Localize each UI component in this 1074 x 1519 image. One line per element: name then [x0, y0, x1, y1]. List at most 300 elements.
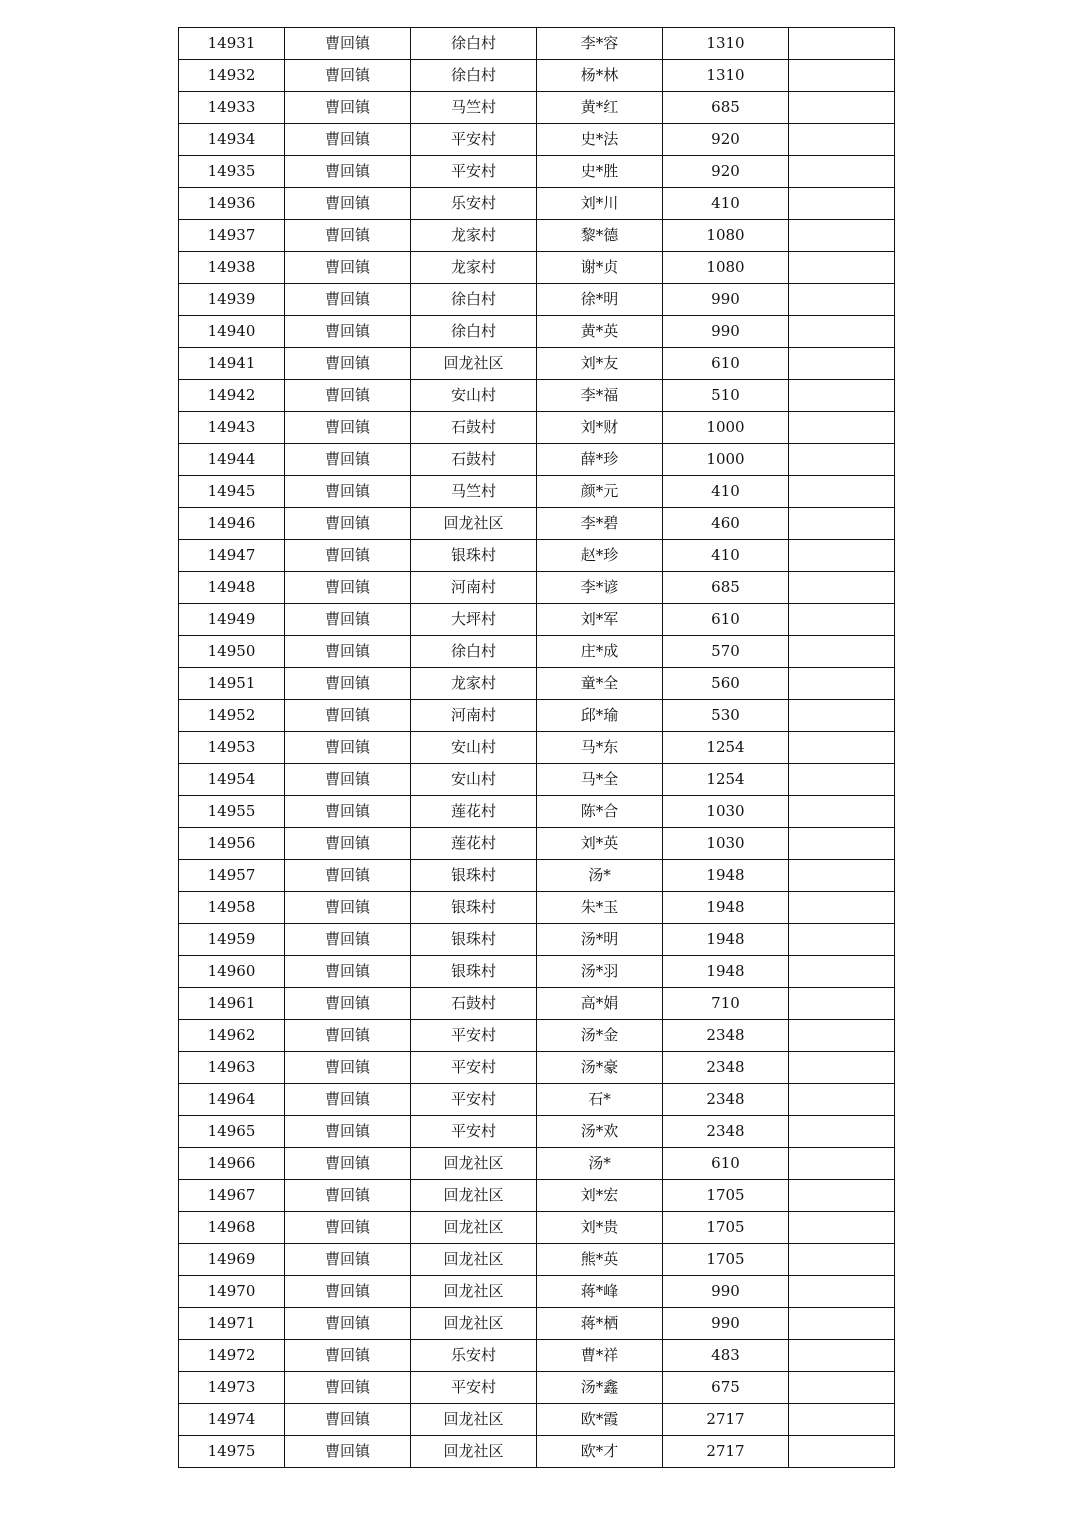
- name-cell: 欧*霞: [537, 1404, 663, 1436]
- amount-cell: 990: [663, 1308, 789, 1340]
- amount-cell: 610: [663, 604, 789, 636]
- table-row: [179, 444, 895, 476]
- town-cell: 曹回镇: [285, 860, 411, 892]
- amount-cell: 990: [663, 284, 789, 316]
- row-number-cell: 14939: [179, 284, 285, 316]
- row-number-cell: 14958: [179, 892, 285, 924]
- row-number-cell: 14933: [179, 92, 285, 124]
- town-cell: 曹回镇: [285, 252, 411, 284]
- row-number-cell: 14971: [179, 1308, 285, 1340]
- name-cell: 黄*红: [537, 92, 663, 124]
- village-cell: 平安村: [411, 1116, 537, 1148]
- row-number-cell: 14967: [179, 1180, 285, 1212]
- note-cell: [789, 1052, 895, 1084]
- amount-cell: 483: [663, 1340, 789, 1372]
- table-row: [179, 1180, 895, 1212]
- row-number-cell: 14969: [179, 1244, 285, 1276]
- amount-cell: 920: [663, 124, 789, 156]
- village-cell: 回龙社区: [411, 1244, 537, 1276]
- table-row: [179, 1020, 895, 1052]
- name-cell: 曹*祥: [537, 1340, 663, 1372]
- row-number-cell: 14964: [179, 1084, 285, 1116]
- amount-cell: 410: [663, 188, 789, 220]
- name-cell: 熊*英: [537, 1244, 663, 1276]
- village-cell: 回龙社区: [411, 1436, 537, 1468]
- village-cell: 平安村: [411, 1020, 537, 1052]
- name-cell: 汤*金: [537, 1020, 663, 1052]
- village-cell: 龙家村: [411, 668, 537, 700]
- town-cell: 曹回镇: [285, 28, 411, 60]
- town-cell: 曹回镇: [285, 1084, 411, 1116]
- name-cell: 刘*军: [537, 604, 663, 636]
- village-cell: 回龙社区: [411, 1276, 537, 1308]
- amount-cell: 2348: [663, 1052, 789, 1084]
- table-row: [179, 476, 895, 508]
- name-cell: 李*碧: [537, 508, 663, 540]
- row-number-cell: 14974: [179, 1404, 285, 1436]
- village-cell: 银珠村: [411, 860, 537, 892]
- amount-cell: 1948: [663, 892, 789, 924]
- row-number-cell: 14959: [179, 924, 285, 956]
- town-cell: 曹回镇: [285, 668, 411, 700]
- note-cell: [789, 732, 895, 764]
- village-cell: 平安村: [411, 156, 537, 188]
- table-row: [179, 156, 895, 188]
- village-cell: 河南村: [411, 572, 537, 604]
- town-cell: 曹回镇: [285, 508, 411, 540]
- village-cell: 银珠村: [411, 540, 537, 572]
- row-number-cell: 14949: [179, 604, 285, 636]
- row-number-cell: 14965: [179, 1116, 285, 1148]
- amount-cell: 1000: [663, 412, 789, 444]
- table-row: [179, 988, 895, 1020]
- name-cell: 马*东: [537, 732, 663, 764]
- amount-cell: 2348: [663, 1084, 789, 1116]
- village-cell: 徐白村: [411, 28, 537, 60]
- town-cell: 曹回镇: [285, 1148, 411, 1180]
- town-cell: 曹回镇: [285, 732, 411, 764]
- note-cell: [789, 956, 895, 988]
- town-cell: 曹回镇: [285, 796, 411, 828]
- table-row: [179, 1052, 895, 1084]
- table-row: [179, 668, 895, 700]
- row-number-cell: 14975: [179, 1436, 285, 1468]
- name-cell: 汤*羽: [537, 956, 663, 988]
- village-cell: 龙家村: [411, 252, 537, 284]
- village-cell: 马竺村: [411, 476, 537, 508]
- town-cell: 曹回镇: [285, 284, 411, 316]
- amount-cell: 510: [663, 380, 789, 412]
- table-row: [179, 1084, 895, 1116]
- amount-cell: 410: [663, 540, 789, 572]
- village-cell: 平安村: [411, 1372, 537, 1404]
- note-cell: [789, 604, 895, 636]
- table-row: [179, 924, 895, 956]
- table-row: [179, 380, 895, 412]
- row-number-cell: 14972: [179, 1340, 285, 1372]
- row-number-cell: 14944: [179, 444, 285, 476]
- row-number-cell: 14968: [179, 1212, 285, 1244]
- amount-cell: 1030: [663, 796, 789, 828]
- amount-cell: 1080: [663, 220, 789, 252]
- table-row: [179, 1212, 895, 1244]
- name-cell: 汤*: [537, 1148, 663, 1180]
- note-cell: [789, 764, 895, 796]
- row-number-cell: 14955: [179, 796, 285, 828]
- village-cell: 平安村: [411, 1052, 537, 1084]
- village-cell: 回龙社区: [411, 1308, 537, 1340]
- row-number-cell: 14943: [179, 412, 285, 444]
- note-cell: [789, 668, 895, 700]
- row-number-cell: 14954: [179, 764, 285, 796]
- village-cell: 安山村: [411, 380, 537, 412]
- table-row: [179, 572, 895, 604]
- name-cell: 刘*财: [537, 412, 663, 444]
- name-cell: 汤*豪: [537, 1052, 663, 1084]
- table-row: [179, 764, 895, 796]
- village-cell: 回龙社区: [411, 348, 537, 380]
- town-cell: 曹回镇: [285, 444, 411, 476]
- row-number-cell: 14935: [179, 156, 285, 188]
- town-cell: 曹回镇: [285, 1404, 411, 1436]
- village-cell: 安山村: [411, 732, 537, 764]
- amount-cell: 1080: [663, 252, 789, 284]
- row-number-cell: 14941: [179, 348, 285, 380]
- town-cell: 曹回镇: [285, 316, 411, 348]
- name-cell: 刘*宏: [537, 1180, 663, 1212]
- town-cell: 曹回镇: [285, 1020, 411, 1052]
- name-cell: 汤*欢: [537, 1116, 663, 1148]
- note-cell: [789, 1116, 895, 1148]
- row-number-cell: 14942: [179, 380, 285, 412]
- village-cell: 回龙社区: [411, 1212, 537, 1244]
- table-row: [179, 636, 895, 668]
- row-number-cell: 14966: [179, 1148, 285, 1180]
- name-cell: 李*谚: [537, 572, 663, 604]
- table-row: [179, 604, 895, 636]
- note-cell: [789, 860, 895, 892]
- name-cell: 黄*英: [537, 316, 663, 348]
- table-row: [179, 508, 895, 540]
- name-cell: 石*: [537, 1084, 663, 1116]
- amount-cell: 610: [663, 1148, 789, 1180]
- note-cell: [789, 1276, 895, 1308]
- row-number-cell: 14960: [179, 956, 285, 988]
- note-cell: [789, 1372, 895, 1404]
- town-cell: 曹回镇: [285, 412, 411, 444]
- name-cell: 李*福: [537, 380, 663, 412]
- town-cell: 曹回镇: [285, 892, 411, 924]
- note-cell: [789, 508, 895, 540]
- name-cell: 汤*鑫: [537, 1372, 663, 1404]
- town-cell: 曹回镇: [285, 60, 411, 92]
- amount-cell: 460: [663, 508, 789, 540]
- name-cell: 汤*明: [537, 924, 663, 956]
- name-cell: 史*胜: [537, 156, 663, 188]
- row-number-cell: 14931: [179, 28, 285, 60]
- table-row: [179, 540, 895, 572]
- amount-cell: 1948: [663, 924, 789, 956]
- note-cell: [789, 348, 895, 380]
- town-cell: 曹回镇: [285, 988, 411, 1020]
- amount-cell: 1254: [663, 732, 789, 764]
- note-cell: [789, 540, 895, 572]
- note-cell: [789, 636, 895, 668]
- town-cell: 曹回镇: [285, 92, 411, 124]
- amount-cell: 610: [663, 348, 789, 380]
- amount-cell: 1948: [663, 956, 789, 988]
- note-cell: [789, 924, 895, 956]
- name-cell: 杨*林: [537, 60, 663, 92]
- amount-cell: 990: [663, 316, 789, 348]
- town-cell: 曹回镇: [285, 604, 411, 636]
- note-cell: [789, 188, 895, 220]
- name-cell: 赵*珍: [537, 540, 663, 572]
- name-cell: 朱*玉: [537, 892, 663, 924]
- amount-cell: 2348: [663, 1020, 789, 1052]
- name-cell: 黎*德: [537, 220, 663, 252]
- note-cell: [789, 124, 895, 156]
- village-cell: 石鼓村: [411, 444, 537, 476]
- village-cell: 徐白村: [411, 284, 537, 316]
- town-cell: 曹回镇: [285, 1436, 411, 1468]
- amount-cell: 990: [663, 1276, 789, 1308]
- village-cell: 龙家村: [411, 220, 537, 252]
- row-number-cell: 14934: [179, 124, 285, 156]
- name-cell: 陈*合: [537, 796, 663, 828]
- village-cell: 回龙社区: [411, 1148, 537, 1180]
- table-row: [179, 188, 895, 220]
- amount-cell: 685: [663, 572, 789, 604]
- town-cell: 曹回镇: [285, 348, 411, 380]
- note-cell: [789, 252, 895, 284]
- row-number-cell: 14948: [179, 572, 285, 604]
- row-number-cell: 14938: [179, 252, 285, 284]
- village-cell: 乐安村: [411, 1340, 537, 1372]
- note-cell: [789, 444, 895, 476]
- name-cell: 谢*贞: [537, 252, 663, 284]
- town-cell: 曹回镇: [285, 636, 411, 668]
- town-cell: 曹回镇: [285, 1244, 411, 1276]
- row-number-cell: 14973: [179, 1372, 285, 1404]
- table-row: [179, 220, 895, 252]
- note-cell: [789, 412, 895, 444]
- row-number-cell: 14945: [179, 476, 285, 508]
- row-number-cell: 14932: [179, 60, 285, 92]
- table-row: [179, 732, 895, 764]
- name-cell: 颜*元: [537, 476, 663, 508]
- note-cell: [789, 1148, 895, 1180]
- row-number-cell: 14963: [179, 1052, 285, 1084]
- village-cell: 石鼓村: [411, 412, 537, 444]
- village-cell: 马竺村: [411, 92, 537, 124]
- amount-cell: 2348: [663, 1116, 789, 1148]
- row-number-cell: 14937: [179, 220, 285, 252]
- note-cell: [789, 60, 895, 92]
- village-cell: 回龙社区: [411, 1180, 537, 1212]
- table-row: [179, 92, 895, 124]
- town-cell: 曹回镇: [285, 380, 411, 412]
- town-cell: 曹回镇: [285, 572, 411, 604]
- village-cell: 莲花村: [411, 796, 537, 828]
- table-row: [179, 316, 895, 348]
- town-cell: 曹回镇: [285, 828, 411, 860]
- amount-cell: 2717: [663, 1436, 789, 1468]
- row-number-cell: 14970: [179, 1276, 285, 1308]
- town-cell: 曹回镇: [285, 156, 411, 188]
- row-number-cell: 14947: [179, 540, 285, 572]
- note-cell: [789, 284, 895, 316]
- row-number-cell: 14952: [179, 700, 285, 732]
- amount-cell: 1000: [663, 444, 789, 476]
- table-row: [179, 892, 895, 924]
- table-body: [179, 28, 895, 1468]
- note-cell: [789, 156, 895, 188]
- village-cell: 回龙社区: [411, 508, 537, 540]
- name-cell: 刘*贵: [537, 1212, 663, 1244]
- village-cell: 徐白村: [411, 316, 537, 348]
- note-cell: [789, 1340, 895, 1372]
- amount-cell: 560: [663, 668, 789, 700]
- row-number-cell: 14956: [179, 828, 285, 860]
- note-cell: [789, 1020, 895, 1052]
- note-cell: [789, 316, 895, 348]
- table-row: [179, 796, 895, 828]
- note-cell: [789, 572, 895, 604]
- note-cell: [789, 796, 895, 828]
- village-cell: 回龙社区: [411, 1404, 537, 1436]
- village-cell: 乐安村: [411, 188, 537, 220]
- amount-cell: 570: [663, 636, 789, 668]
- name-cell: 邱*瑜: [537, 700, 663, 732]
- row-number-cell: 14957: [179, 860, 285, 892]
- note-cell: [789, 1404, 895, 1436]
- amount-cell: 710: [663, 988, 789, 1020]
- table-row: [179, 1148, 895, 1180]
- village-cell: 徐白村: [411, 636, 537, 668]
- amount-cell: 1948: [663, 860, 789, 892]
- note-cell: [789, 1308, 895, 1340]
- amount-cell: 2717: [663, 1404, 789, 1436]
- name-cell: 童*全: [537, 668, 663, 700]
- table-row: [179, 1436, 895, 1468]
- note-cell: [789, 1084, 895, 1116]
- table-row: [179, 1340, 895, 1372]
- table-row: [179, 28, 895, 60]
- village-cell: 大坪村: [411, 604, 537, 636]
- town-cell: 曹回镇: [285, 700, 411, 732]
- name-cell: 刘*友: [537, 348, 663, 380]
- note-cell: [789, 1212, 895, 1244]
- note-cell: [789, 1244, 895, 1276]
- note-cell: [789, 1436, 895, 1468]
- amount-cell: 1705: [663, 1244, 789, 1276]
- note-cell: [789, 1180, 895, 1212]
- table-row: [179, 1308, 895, 1340]
- name-cell: 刘*英: [537, 828, 663, 860]
- row-number-cell: 14951: [179, 668, 285, 700]
- row-number-cell: 14953: [179, 732, 285, 764]
- note-cell: [789, 92, 895, 124]
- table-row: [179, 828, 895, 860]
- name-cell: 汤*: [537, 860, 663, 892]
- amount-cell: 410: [663, 476, 789, 508]
- amount-cell: 1310: [663, 28, 789, 60]
- name-cell: 蒋*峰: [537, 1276, 663, 1308]
- name-cell: 刘*川: [537, 188, 663, 220]
- subsidy-table: [178, 27, 895, 1468]
- amount-cell: 1030: [663, 828, 789, 860]
- row-number-cell: 14950: [179, 636, 285, 668]
- village-cell: 平安村: [411, 124, 537, 156]
- village-cell: 莲花村: [411, 828, 537, 860]
- town-cell: 曹回镇: [285, 124, 411, 156]
- town-cell: 曹回镇: [285, 1052, 411, 1084]
- name-cell: 徐*明: [537, 284, 663, 316]
- row-number-cell: 14962: [179, 1020, 285, 1052]
- table-row: [179, 1244, 895, 1276]
- table-row: [179, 956, 895, 988]
- note-cell: [789, 828, 895, 860]
- note-cell: [789, 988, 895, 1020]
- village-cell: 石鼓村: [411, 988, 537, 1020]
- town-cell: 曹回镇: [285, 1116, 411, 1148]
- note-cell: [789, 892, 895, 924]
- village-cell: 银珠村: [411, 956, 537, 988]
- table-row: [179, 1372, 895, 1404]
- amount-cell: 685: [663, 92, 789, 124]
- amount-cell: 1705: [663, 1180, 789, 1212]
- town-cell: 曹回镇: [285, 1372, 411, 1404]
- note-cell: [789, 380, 895, 412]
- town-cell: 曹回镇: [285, 188, 411, 220]
- table-row: [179, 700, 895, 732]
- name-cell: 马*全: [537, 764, 663, 796]
- village-cell: 河南村: [411, 700, 537, 732]
- name-cell: 薛*珍: [537, 444, 663, 476]
- village-cell: 银珠村: [411, 892, 537, 924]
- row-number-cell: 14936: [179, 188, 285, 220]
- town-cell: 曹回镇: [285, 540, 411, 572]
- town-cell: 曹回镇: [285, 220, 411, 252]
- town-cell: 曹回镇: [285, 764, 411, 796]
- amount-cell: 920: [663, 156, 789, 188]
- town-cell: 曹回镇: [285, 1212, 411, 1244]
- row-number-cell: 14940: [179, 316, 285, 348]
- table-row: [179, 60, 895, 92]
- table-row: [179, 412, 895, 444]
- name-cell: 史*法: [537, 124, 663, 156]
- note-cell: [789, 700, 895, 732]
- amount-cell: 1705: [663, 1212, 789, 1244]
- table-row: [179, 284, 895, 316]
- town-cell: 曹回镇: [285, 1340, 411, 1372]
- note-cell: [789, 476, 895, 508]
- village-cell: 徐白村: [411, 60, 537, 92]
- town-cell: 曹回镇: [285, 924, 411, 956]
- name-cell: 蒋*栖: [537, 1308, 663, 1340]
- village-cell: 安山村: [411, 764, 537, 796]
- table-row: [179, 1404, 895, 1436]
- table-row: [179, 1116, 895, 1148]
- name-cell: 高*娟: [537, 988, 663, 1020]
- name-cell: 李*容: [537, 28, 663, 60]
- table-row: [179, 124, 895, 156]
- table-row: [179, 252, 895, 284]
- row-number-cell: 14946: [179, 508, 285, 540]
- amount-cell: 530: [663, 700, 789, 732]
- town-cell: 曹回镇: [285, 476, 411, 508]
